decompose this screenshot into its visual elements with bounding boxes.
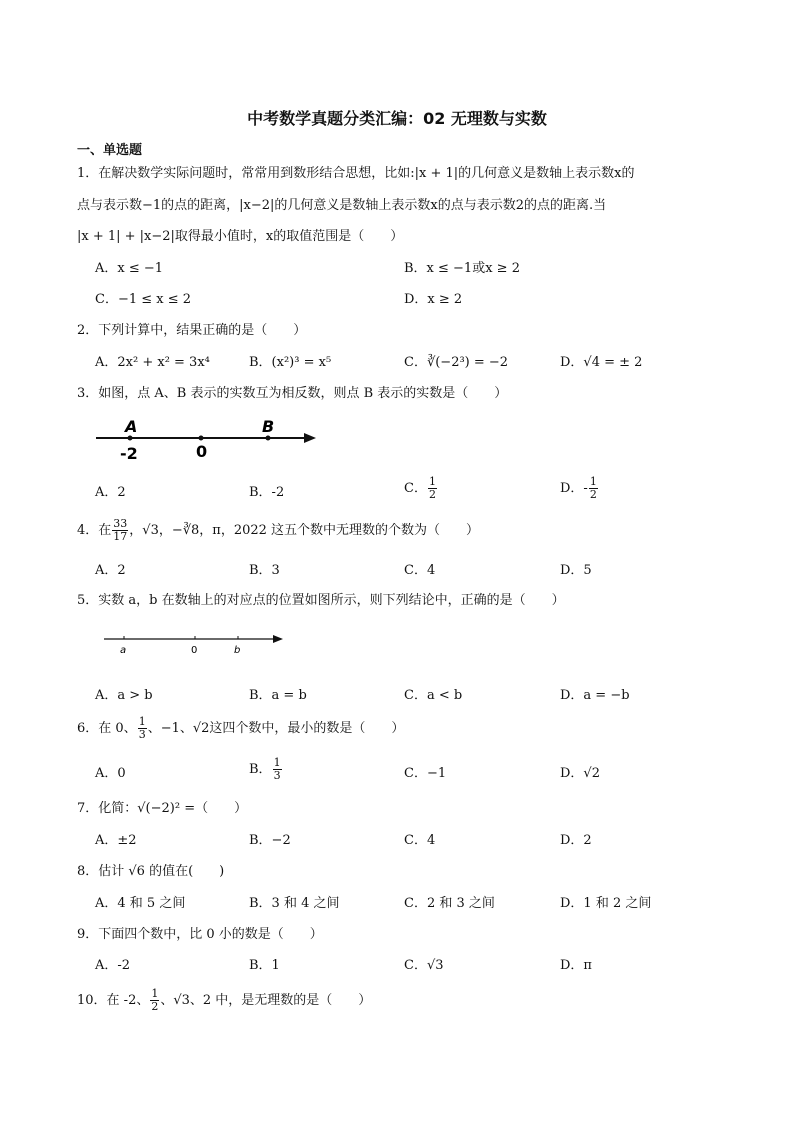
q2-option-b: B．(x²)³ = x⁵ bbox=[249, 355, 332, 370]
q3-option-a: A．2 bbox=[95, 485, 126, 500]
q10-fraction: $\frac{1}{2}$ bbox=[151, 987, 159, 1013]
q7-option-c: C．4 bbox=[404, 833, 436, 848]
q4-stem: 4．在 $\frac{33}{17}$ ，√3，−∛8，π，2022 这五个数中无理数的个数为（ ） bbox=[77, 517, 480, 543]
q7-option-a: A．±2 bbox=[95, 833, 137, 848]
q2-option-c: C．∛(−2³) = −2 bbox=[404, 355, 509, 370]
q8-stem: 8．估计 √6 的值在( ) bbox=[77, 864, 225, 879]
q3-label-a: A bbox=[125, 417, 138, 436]
q8-option-c: C．2 和 3 之间 bbox=[404, 896, 495, 911]
q9-option-c: C．√3 bbox=[404, 958, 444, 973]
q4-option-d: D．5 bbox=[560, 563, 592, 578]
q9-option-b: B．1 bbox=[249, 958, 280, 973]
q4-option-c: C．4 bbox=[404, 563, 436, 578]
q8-option-a: A．4 和 5 之间 bbox=[95, 896, 186, 911]
q9-stem: 9．下面四个数中，比 0 小的数是（ ） bbox=[77, 927, 323, 942]
q3-option-d-fraction: $\frac{1}{2}$ bbox=[589, 475, 597, 501]
q3-option-c: C． $\frac{1}{2}$ bbox=[404, 475, 436, 501]
q7-option-b: B．−2 bbox=[249, 833, 291, 848]
q5-option-c: C．a < b bbox=[404, 688, 463, 703]
q4-option-a: A．2 bbox=[95, 563, 126, 578]
q7-option-d: D．2 bbox=[560, 833, 592, 848]
q3-tick-neg2: -2 bbox=[120, 444, 138, 463]
q5-option-b: B．a = b bbox=[249, 688, 307, 703]
q4-fraction: $\frac{33}{17}$ bbox=[113, 517, 128, 543]
q3-option-d: D．- $\frac{1}{2}$ bbox=[560, 475, 597, 501]
q5-axis-arrow bbox=[273, 635, 283, 643]
q6-option-b: B． $\frac{1}{3}$ bbox=[249, 756, 281, 782]
q3-option-c-fraction: $\frac{1}{2}$ bbox=[428, 475, 436, 501]
q3-tick-zero: 0 bbox=[196, 442, 208, 461]
q3-point-b bbox=[266, 436, 271, 441]
q1-option-a: A．x ≤ −1 bbox=[95, 261, 164, 276]
q8-option-b: B．3 和 4 之间 bbox=[249, 896, 340, 911]
q5-option-d: D．a = −b bbox=[560, 688, 630, 703]
q3-number-line-figure bbox=[92, 415, 322, 465]
q1-option-b: B．x ≤ −1或x ≥ 2 bbox=[404, 261, 520, 276]
q6-option-c: C．−1 bbox=[404, 766, 447, 781]
q3-stem: 3．如图，点 A、B 表示的实数互为相反数，则点 B 表示的实数是（ ） bbox=[77, 386, 508, 401]
q1-option-c: C．−1 ≤ x ≤ 2 bbox=[95, 292, 192, 307]
q5-label-a: a bbox=[120, 645, 127, 656]
q1-line2: 点与表示数−1的点的距离，|x−2|的几何意义是数轴上表示数x的点与表示数2的点的距离.当 bbox=[77, 198, 607, 213]
q6-option-d: D．√2 bbox=[560, 766, 600, 781]
q3-label-b: B bbox=[262, 417, 275, 436]
q2-option-a: A．2x² + x² = 3x⁴ bbox=[95, 355, 210, 370]
q3-option-b: B．-2 bbox=[249, 485, 285, 500]
q2-stem: 2．下列计算中，结果正确的是（ ） bbox=[77, 323, 307, 338]
q1-option-d: D．x ≥ 2 bbox=[404, 292, 463, 307]
q3-point-a bbox=[128, 436, 133, 441]
q7-stem: 7．化简：√(−2)² =（ ） bbox=[77, 801, 248, 816]
page-title: 中考数学真题分类汇编：02 无理数与实数 bbox=[247, 109, 547, 128]
q5-stem: 5．实数 a，b 在数轴上的对应点的位置如图所示，则下列结论中，正确的是（ ） bbox=[77, 593, 565, 608]
q6-option-b-fraction: $\frac{1}{3}$ bbox=[273, 756, 281, 782]
q3-axis-arrow bbox=[304, 433, 316, 443]
q6-option-a: A．0 bbox=[95, 766, 126, 781]
q5-label-zero: 0 bbox=[191, 645, 198, 656]
q1-line3: |x + 1| + |x−2|取得最小值时，x的取值范围是（ ） bbox=[77, 229, 404, 244]
q9-option-d: D．π bbox=[560, 958, 592, 973]
q10-stem: 10．在 -2、 $\frac{1}{2}$ 、√3、2 中，是无理数的是（ ） bbox=[77, 987, 372, 1013]
q3-point-origin bbox=[199, 436, 204, 441]
q5-label-b: b bbox=[234, 645, 241, 656]
q4-option-b: B．3 bbox=[249, 563, 280, 578]
q2-option-d: D．√4 = ± 2 bbox=[560, 355, 643, 370]
q5-number-line-figure bbox=[100, 628, 290, 658]
q1-line1: 1．在解决数学实际问题时，常常用到数形结合思想，比如:|x + 1|的几何意义是数轴上表示数x的 bbox=[77, 166, 635, 181]
q5-option-a: A．a > b bbox=[95, 688, 153, 703]
q8-option-d: D．1 和 2 之间 bbox=[560, 896, 652, 911]
q6-fraction: $\frac{1}{3}$ bbox=[138, 715, 146, 741]
q6-stem: 6．在 0、 $\frac{1}{3}$ 、−1、√2这四个数中，最小的数是（ ） bbox=[77, 715, 405, 741]
section-heading: 一、单选题 bbox=[77, 143, 143, 158]
q9-option-a: A．-2 bbox=[95, 958, 131, 973]
